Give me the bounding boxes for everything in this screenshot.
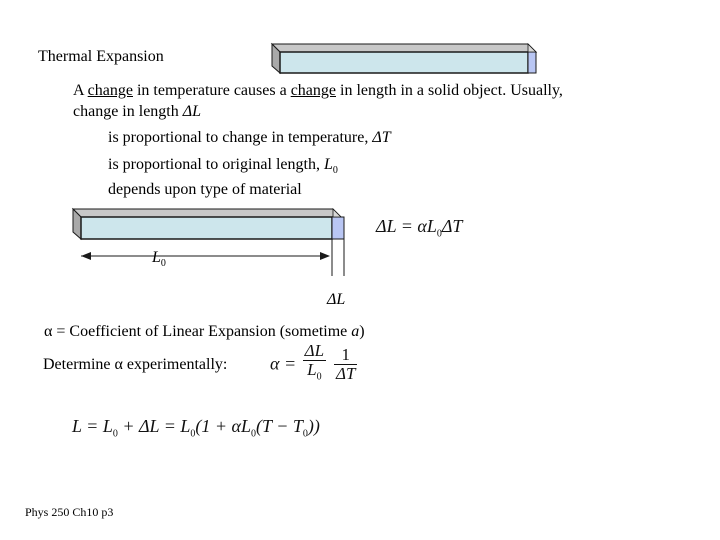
delta-l-symbol: ΔL (182, 103, 202, 120)
l0-arrow-right-head (320, 252, 330, 260)
footer-label: Phys 250 Ch10 p3 (25, 505, 114, 519)
rod-top-face (272, 44, 536, 52)
rod-front-face (280, 52, 528, 73)
fraction-dl-over-l0: $\frac{\Delta L}{L_0}$ (304, 341, 325, 383)
l0-label: $L_0$ (152, 249, 166, 270)
rod-top-illustration (268, 40, 544, 76)
equation-length: $L = L_0 + \Delta L = L_0(1 + \alpha L_0(T - T_0))$ (72, 416, 320, 440)
bullet-temperature: is proportional to change in temperature, ΔT (108, 129, 391, 146)
equation-alpha: α = $\frac{\Delta L}{L_0}$ $\frac{1}{\Delta T}$ (270, 342, 359, 386)
determine-line: Determine α experimentally: (43, 356, 228, 373)
slide-title: Thermal Expansion (38, 48, 164, 65)
equation-delta-l: $\Delta L = \alpha L_0\Delta T$ (376, 216, 463, 240)
coefficient-definition: α = Coefficient of Linear Expansion (sometime a) (44, 323, 365, 340)
bullet-material: depends upon type of material (108, 181, 302, 198)
rod2-front-face (81, 217, 332, 239)
intro-line-2: change in length ΔL (73, 103, 202, 120)
l0-arrow-left-head (81, 252, 91, 260)
rod2-top-face (73, 209, 341, 217)
delta-l-label: ΔL (327, 291, 346, 308)
rod2-expansion-segment (332, 217, 344, 239)
rod-end-face (528, 52, 536, 73)
fraction-one-over-dt: $\frac{1}{\Delta T}$ (336, 344, 356, 383)
intro-line-1: A change in temperature causes a change in length in a solid object. Usually, (73, 82, 563, 99)
bullet-length: is proportional to original length, $L_0$ (108, 156, 338, 177)
rod-expansion-diagram (70, 206, 360, 286)
